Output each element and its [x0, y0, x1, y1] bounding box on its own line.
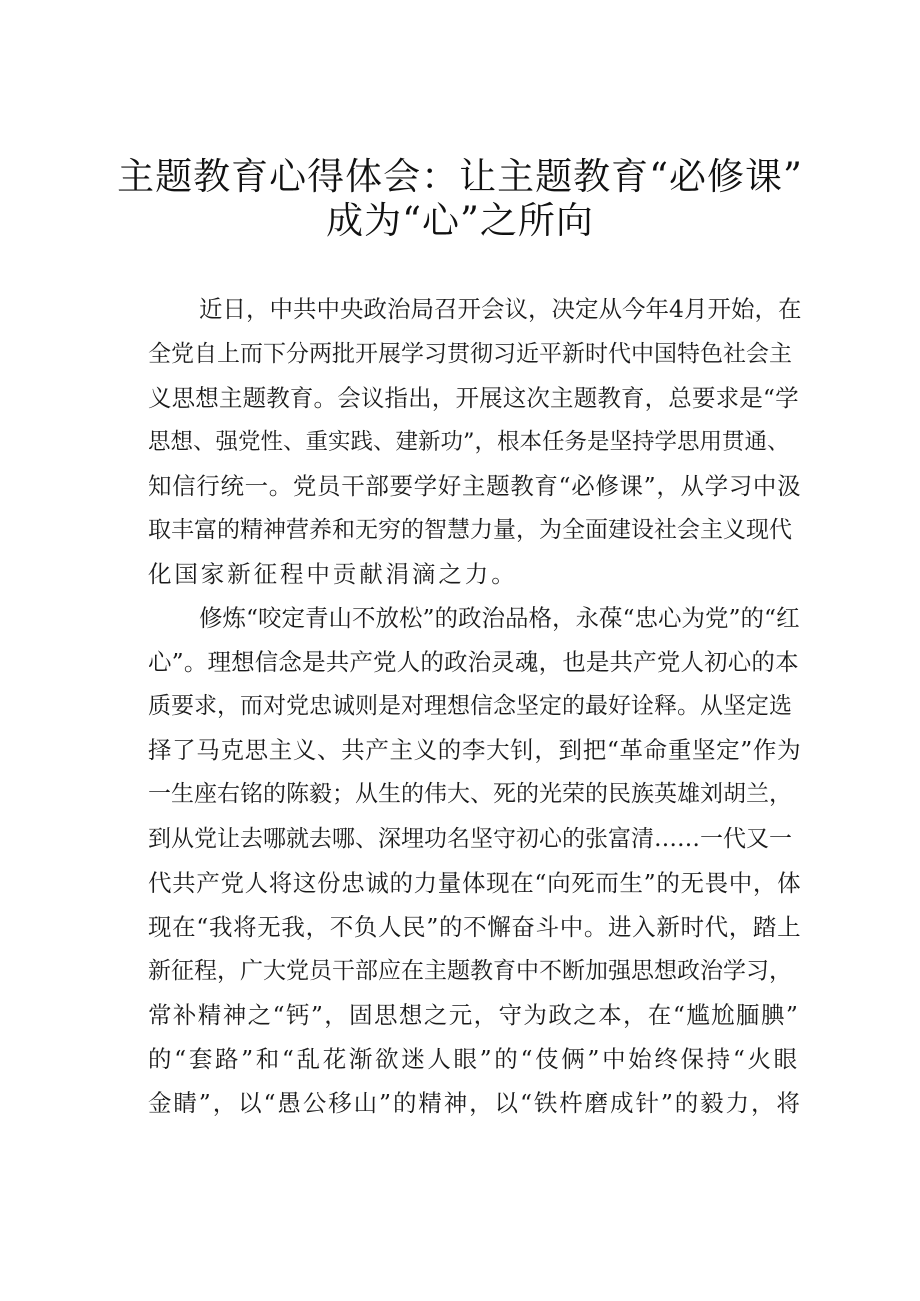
paragraph-2-line-5: 一生座右铭的陈毅；从生的伟大、死的光荣的民族英雄刘胡兰，	[148, 781, 792, 807]
paragraph-1-line-2: 全党自上而下分两批开展学习贯彻习近平新时代中国特色社会主	[148, 341, 792, 367]
paragraph-2-line-3: 质要求，而对党忠诚则是对理想信念坚定的最好诠释。从坚定选	[148, 693, 792, 719]
paragraph-1-line-4: 思想、强党性、重实践、建新功”，根本任务是坚持学思用贯通、	[148, 429, 790, 455]
paragraph-2-line-1: 修炼“咬定青山不放松”的政治品格，永葆“忠心为党”的“红	[199, 604, 800, 632]
paragraph-2-line-10: 常补精神之“钙”，固思想之元，守为政之本，在“尴尬腼腆”	[148, 1001, 800, 1029]
paragraph-2-line-2: 心”。理想信念是共产党人的政治灵魂，也是共产党人初心的本	[148, 648, 799, 676]
document-title-line-1: 主题教育心得体会：让主题教育“必修课”	[117, 155, 803, 198]
paragraph-1-line-5: 知信行统一。党员干部要学好主题教育“必修课”，从学习中汲	[148, 472, 802, 500]
paragraph-1-line-3: 义思想主题教育。会议指出，开展这次主题教育，总要求是“学	[148, 384, 799, 412]
paragraph-1-line-6: 取丰富的精神营养和无穷的智慧力量，为全面建设社会主义现代	[148, 517, 792, 543]
paragraph-2-line-4: 择了马克思主义、共产主义的李大钊，到把“革命重坚定”作为	[148, 736, 802, 764]
paragraph-2-line-7: 代共产党人将这份忠诚的力量体现在“向死而生”的无畏中，体	[148, 869, 802, 897]
paragraph-2-line-11: 的“套路”和“乱花渐欲迷人眼”的“伎俩”中始终保持“火眼	[148, 1045, 800, 1073]
paragraph-2-line-8: 现在“我将无我，不负人民”的不懈奋斗中。进入新时代，踏上	[148, 913, 802, 941]
document-title-line-2: 成为“心”之所向	[326, 199, 594, 242]
paragraph-2-line-9: 新征程，广大党员干部应在主题教育中不断加强思想政治学习，	[148, 958, 792, 984]
paragraph-1-line-7: 化国家新征程中贡献涓滴之力。	[148, 560, 518, 588]
paragraph-1-line-1: 近日，中共中央政治局召开会议，决定从今年4月开始，在	[199, 295, 802, 323]
paragraph-2-line-12: 金睛”，以“愚公移山”的精神，以“铁杵磨成针”的毅力，将	[148, 1089, 802, 1117]
paragraph-2-line-6: 到从党让去哪就去哪、深埋功名坚守初心的张富清……一代又一	[148, 826, 792, 852]
